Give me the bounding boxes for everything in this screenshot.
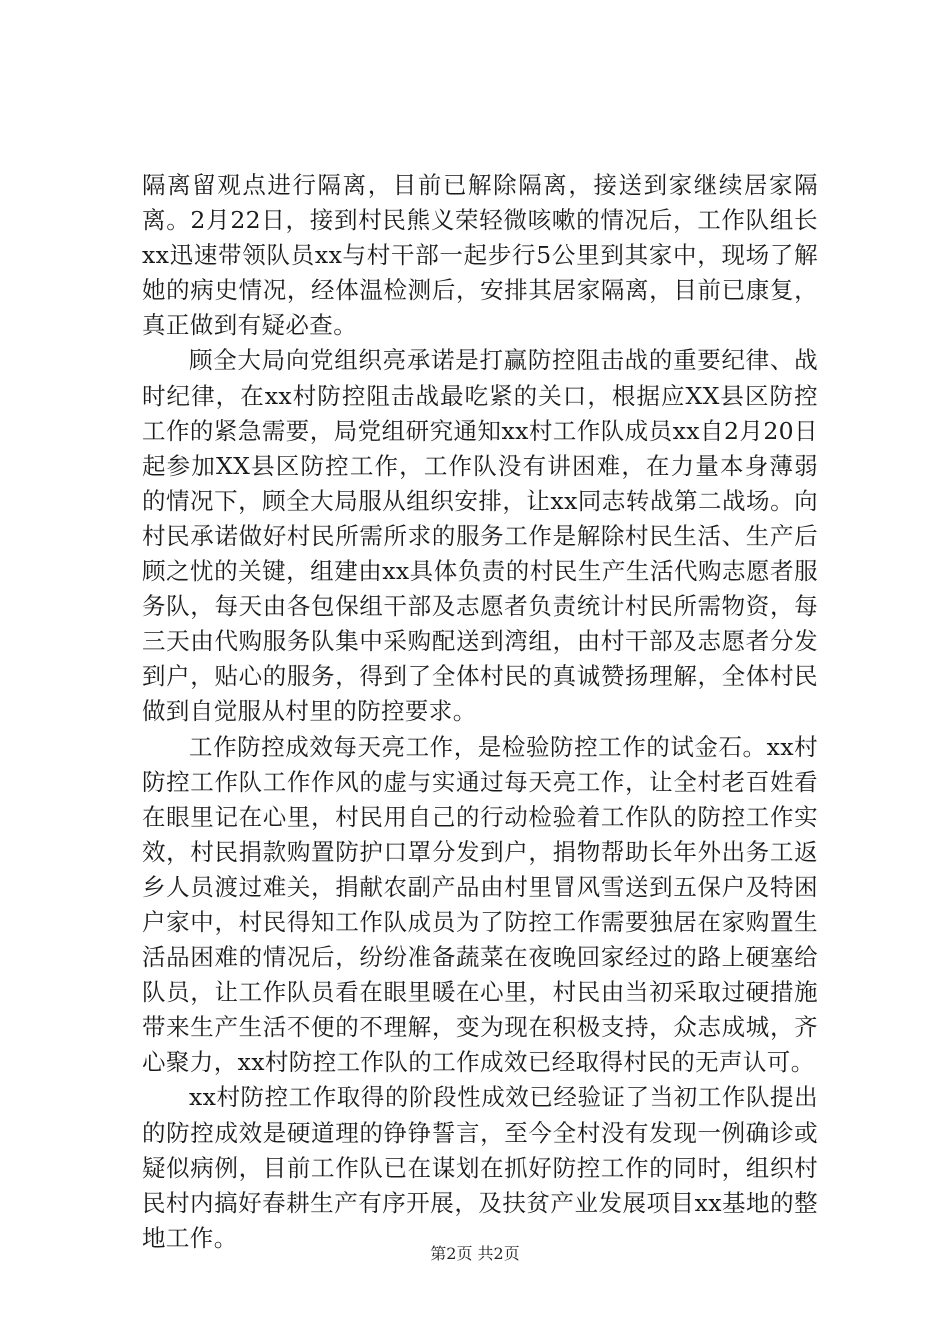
page-number-footer: 第2页 共2页 — [430, 1244, 520, 1263]
paragraph-2: 顾全大局向党组织亮承诺是打赢防控阻击战的重要纪律、战时纪律，在xx村防控阻击战最吃紧的关口，根据应XX县区防控工作的紧急需要，局党组研究通知xx村工作队成员xx自2月20日起参加XX县区防控工作，工作队没有讲困难，在力量本身薄弱的情况下，顾全大局服从组织安排，让xx同志转战第二战场。向村民承诺做好村民所需所求的服务工作是解除村民生活、生产后顾之忧的关键，组建由xx具体负责的村民生产生活代购志愿者服务队，每天由各包保组干部及志愿者负责统计村民所需物资，每三天由代购服务队集中采购配送到湾组，由村干部及志愿者分发到户，贴心的服务，得到了全体村民的真诚赞扬理解，全体村民做到自觉服从村里的防控要求。 — [142, 346, 818, 726]
document-body — [142, 168, 818, 1256]
paragraph-4: xx村防控工作取得的阶段性成效已经验证了当初工作队提出的防控成效是硬道理的铮铮誓言，至今全村没有发现一例确诊或疑似病例，目前工作队已在谋划在抓好防控工作的同时，组织村民村内搞好春耕生产有序开展，及扶贫产业发展项目xx基地的整地工作。 — [142, 1083, 818, 1252]
paragraph-1: 隔离留观点进行隔离，目前已解除隔离，接送到家继续居家隔离。2月22日，接到村民熊义荣轻微咳嗽的情况后，工作队组长xx迅速带领队员xx与村干部一起步行5公里到其家中，现场了解她的病史情况，经体温检测后，安排其居家隔离，目前已康复，真正做到有疑必查。 — [142, 171, 818, 340]
paragraph-3: 工作防控成效每天亮工作，是检验防控工作的试金石。xx村防控工作队工作作风的虚与实通过每天亮工作，让全村老百姓看在眼里记在心里，村民用自己的行动检验着工作队的防控工作实效，村民捐款购置防护口罩分发到户，捐物帮助长年外出务工返乡人员渡过难关，捐献农副产品由村里冒风雪送到五保户及特困户家中，村民得知工作队成员为了防控工作需要独居在家购置生活品困难的情况后，纷纷准备蔬菜在夜晚回家经过的路上硬塞给队员，让工作队员看在眼里暖在心里，村民由当初采取过硬措施带来生产生活不便的不理解，变为现在积极支持，众志成城，齐心聚力，xx村防控工作队的工作成效已经取得村民的无声认可。 — [142, 732, 818, 1077]
